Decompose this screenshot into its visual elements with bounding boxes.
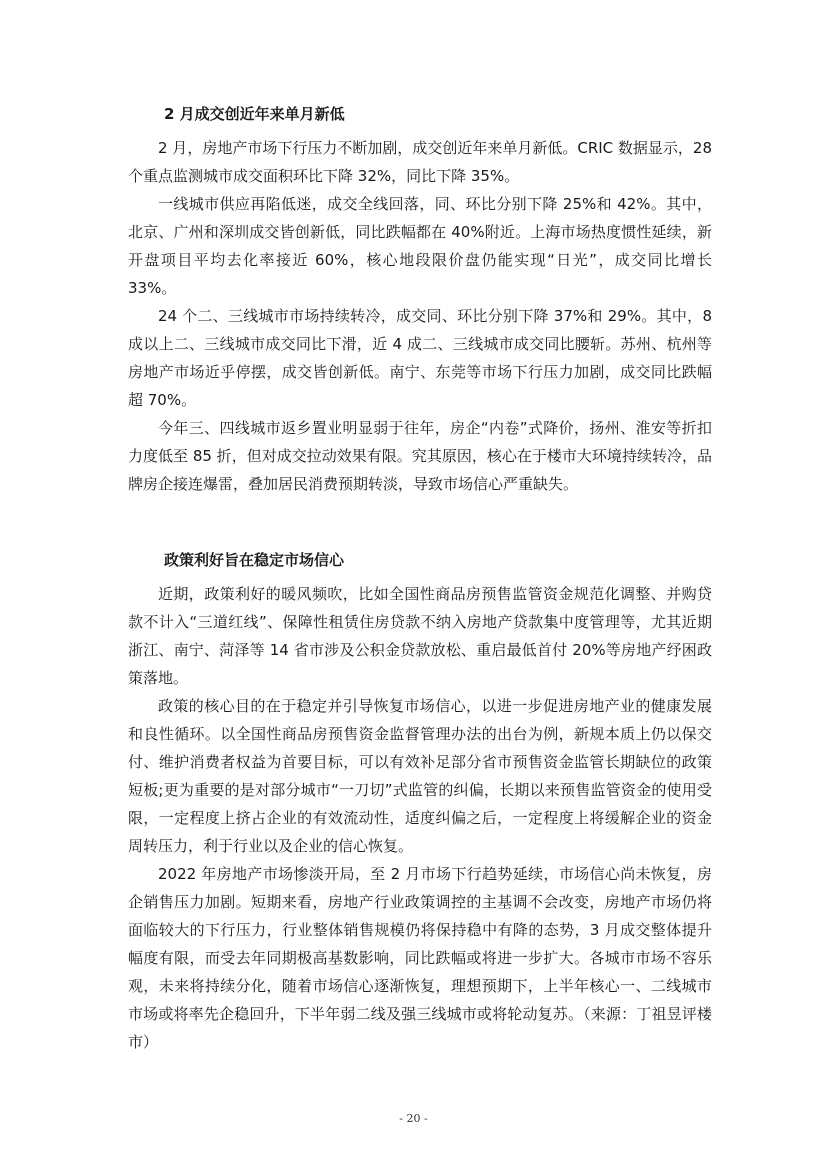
paragraph: 24 个二、三线城市市场持续转冷，成交同、环比分别下降 37%和 29%。其中，8 成以上二、三线城市成交同比下滑，近 4 成二、三线城市成交同比腰斩。苏州、杭州等房地产市场近乎停摆，成交皆创新低。南宁、东莞等市场下行压力加剧，成交同比跌幅超 70%。 [128,307,712,409]
section-monthly-transactions [128,100,712,498]
paragraph: 政策的核心目的在于稳定并引导恢复市场信心，以进一步促进房地产业的健康发展和良性循环。以全国性商品房预售资金监督管理办法的出台为例，新规本质上仍以保交付、维护消费者权益为首要目标，可以有效补足部分省市预售资金监管长期缺位的政策短板;更为重要的是对部分城市“一刀切”式监管的纠偏，长期以来预售监管资金的使用受限，一定程度上挤占企业的有效流动性，适度纠偏之后，一定程度上将缓解企业的资金周转压力，利于行业以及企业的信心恢复。 [128,697,712,855]
page-number: - 20 - [399,1112,428,1125]
paragraph: 今年三、四线城市返乡置业明显弱于往年，房企“内卷”式降价，扬州、淮安等折扣力度低至 85 折，但对成交拉动效果有限。究其原因，核心在于楼市大环境持续转冷，品牌房企接连爆雷，叠加居民消费预期转淡，导致市场信心严重缺失。 [128,419,712,493]
section-heading: 2 月成交创近年来单月新低 [164,105,345,123]
section-heading: 政策利好旨在稳定市场信心 [164,551,345,569]
section-policy [128,546,712,1056]
paragraph: 2 月，房地产市场下行压力不断加剧，成交创近年来单月新低。CRIC 数据显示，28 个重点监测城市成交面积环比下降 32%，同比下降 35%。 [128,139,712,185]
paragraph: 2022 年房地产市场惨淡开局，至 2 月市场下行趋势延续，市场信心尚未恢复，房企销售压力加剧。短期来看，房地产行业政策调控的主基调不会改变，房地产市场仍将面临较大的下行压力，行业整体销售规模仍将保持稳中有降的态势，3 月成交整体提升幅度有限，而受去年同期极高基数影响，同比跌幅或将进一步扩大。各城市市场不容乐观，未来将持续分化，随着市场信心逐渐恢复，理想预期下，上半年核心一、二线城市市场或将率先企稳回升，下半年弱二线及强三线城市或将轮动复苏。（来源：丁祖昱评楼市） [128,865,712,1051]
paragraph: 一线城市供应再陷低迷，成交全线回落，同、环比分别下降 25%和 42%。其中，北京、广州和深圳成交皆创新低，同比跌幅都在 40%附近。上海市场热度惯性延续，新开盘项目平均去化率接近 60%，核心地段限价盘仍能实现“日光”，成交同比增长 33%。 [128,195,712,297]
paragraph: 近期，政策利好的暖风频吹，比如全国性商品房预售监管资金规范化调整、并购贷款不计入“三道红线”、保障性租赁住房贷款不纳入房地产贷款集中度管理等，尤其近期浙江、南宁、菏泽等 14 省市涉及公积金贷款放松、重启最低首付 20%等房地产纾困政策落地。 [128,585,712,687]
